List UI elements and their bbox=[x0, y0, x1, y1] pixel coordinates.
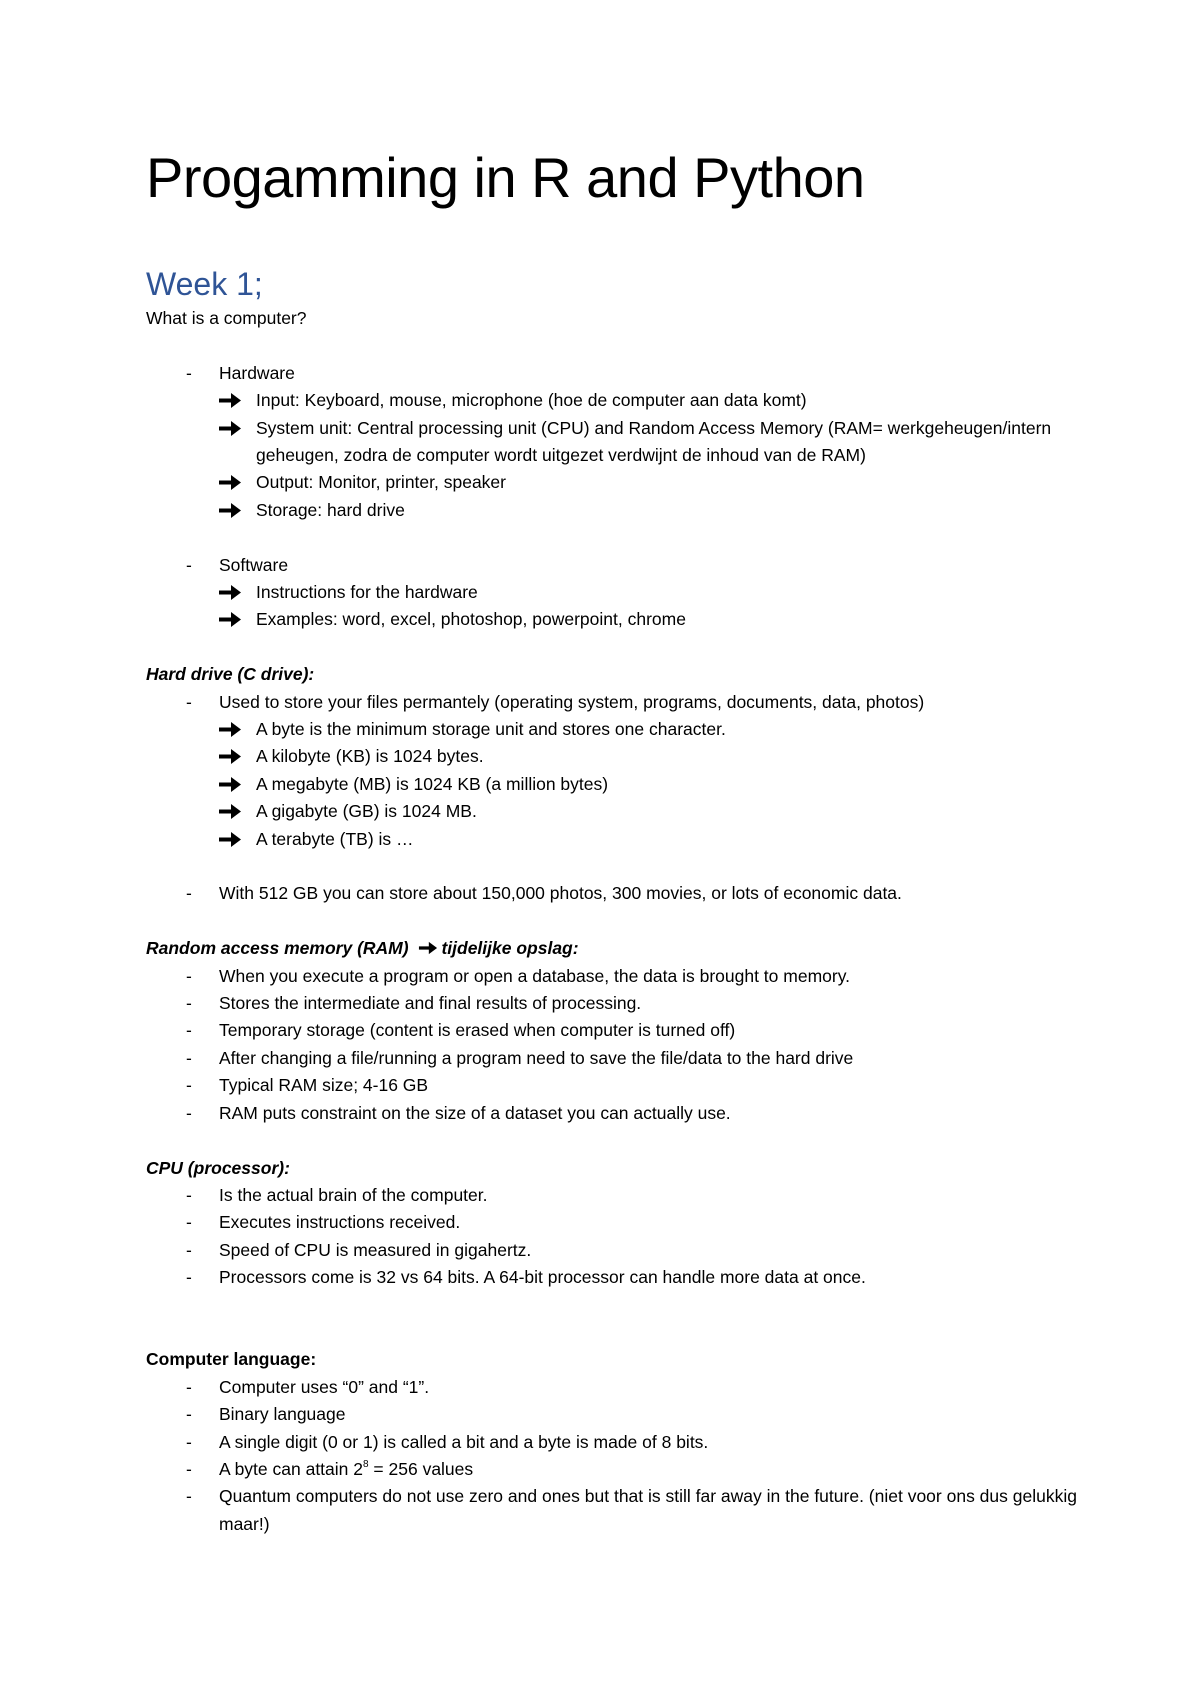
arrow-right-icon bbox=[218, 420, 244, 438]
dash-bullet: - bbox=[186, 1020, 192, 1041]
dash-bullet: - bbox=[186, 1239, 192, 1260]
intro-question: What is a computer? bbox=[146, 308, 307, 328]
dash-bullet: - bbox=[186, 1075, 192, 1096]
page-title: Progamming in R and Python bbox=[146, 146, 865, 209]
list-item: - Stores the intermediate and final results of processing. bbox=[146, 990, 1106, 1017]
dash-bullet: - bbox=[186, 362, 192, 383]
dash-bullet: - bbox=[186, 993, 192, 1014]
list-item: - Binary language bbox=[146, 1401, 1106, 1428]
dash-bullet: - bbox=[186, 1184, 192, 1205]
dash-bullet: - bbox=[186, 965, 192, 986]
arrow-right-icon bbox=[417, 936, 439, 950]
storage-unit-item: A megabyte (MB) is 1024 KB (a million bytes) bbox=[146, 771, 1106, 798]
arrow-right-icon bbox=[218, 502, 244, 520]
document-body bbox=[146, 305, 1106, 1538]
list-item: - Speed of CPU is measured in gigahertz. bbox=[146, 1237, 1106, 1264]
hardware-item: Output: Monitor, printer, speaker bbox=[146, 469, 1106, 496]
dash-bullet: - bbox=[186, 1212, 192, 1233]
list-item-software: - Software bbox=[146, 552, 1106, 579]
computer-language-heading: Computer language: bbox=[146, 1349, 317, 1370]
cpu-heading: CPU (processor): bbox=[146, 1157, 290, 1178]
list-item: - Used to store your files permantely (operating system, programs, documents, data, photos) bbox=[146, 689, 1106, 716]
exponent: 8 bbox=[363, 1458, 369, 1470]
list-item: - When you execute a program or open a database, the data is brought to memory. bbox=[146, 963, 1106, 990]
hard-drive-heading: Hard drive (C drive): bbox=[146, 664, 315, 685]
list-item: - Is the actual brain of the computer. bbox=[146, 1182, 1106, 1209]
dash-bullet: - bbox=[186, 1404, 192, 1425]
dash-bullet: - bbox=[186, 1047, 192, 1068]
list-item: - Computer uses “0” and “1”. bbox=[146, 1374, 1106, 1401]
list-item: - After changing a file/running a program need to save the file/data to the hard drive bbox=[146, 1045, 1106, 1072]
list-item: - Processors come is 32 vs 64 bits. A 64-bit processor can handle more data at once. bbox=[146, 1264, 1106, 1291]
list-item: - Quantum computers do not use zero and ones but that is still far away in the future. (niet voor ons dus gelukkig maar!) bbox=[146, 1483, 1106, 1538]
arrow-right-icon bbox=[218, 831, 244, 849]
software-item: Instructions for the hardware bbox=[146, 579, 1106, 606]
arrow-right-icon bbox=[218, 803, 244, 821]
list-item: - A single digit (0 or 1) is called a bit and a byte is made of 8 bits. bbox=[146, 1429, 1106, 1456]
arrow-right-icon bbox=[218, 748, 244, 766]
list-item-hardware: - Hardware bbox=[146, 360, 1106, 387]
dash-bullet: - bbox=[186, 1458, 192, 1479]
hardware-item: Storage: hard drive bbox=[146, 497, 1106, 524]
list-item: - Executes instructions received. bbox=[146, 1209, 1106, 1236]
dash-bullet: - bbox=[186, 691, 192, 712]
dash-bullet: - bbox=[186, 1431, 192, 1452]
dash-bullet: - bbox=[186, 1376, 192, 1397]
arrow-right-icon bbox=[218, 392, 244, 410]
dash-bullet: - bbox=[186, 1102, 192, 1123]
arrow-right-icon bbox=[218, 721, 244, 739]
hardware-item: System unit: Central processing unit (CPU) and Random Access Memory (RAM= werkgeheugen/intern geheugen, zodra de computer wordt uitgezet verdwijnt de inhoud van de RAM) bbox=[146, 415, 1106, 470]
dash-bullet: - bbox=[186, 554, 192, 575]
arrow-right-icon bbox=[218, 776, 244, 794]
list-item: - Temporary storage (content is erased when computer is turned off) bbox=[146, 1017, 1106, 1044]
ram-heading: Random access memory (RAM) tijdelijke opslag: bbox=[146, 938, 579, 959]
storage-unit-item: A byte is the minimum storage unit and stores one character. bbox=[146, 716, 1106, 743]
arrow-right-icon bbox=[218, 611, 244, 629]
storage-unit-item: A gigabyte (GB) is 1024 MB. bbox=[146, 798, 1106, 825]
arrow-right-icon bbox=[218, 474, 244, 492]
software-item: Examples: word, excel, photoshop, powerpoint, chrome bbox=[146, 606, 1106, 633]
storage-unit-item: A terabyte (TB) is … bbox=[146, 826, 1106, 853]
dash-bullet: - bbox=[186, 1486, 192, 1507]
storage-unit-item: A kilobyte (KB) is 1024 bytes. bbox=[146, 743, 1106, 770]
list-item: - With 512 GB you can store about 150,000 photos, 300 movies, or lots of economic data. bbox=[146, 880, 1106, 907]
list-item: - Typical RAM size; 4-16 GB bbox=[146, 1072, 1106, 1099]
dash-bullet: - bbox=[186, 883, 192, 904]
week-heading: Week 1; bbox=[146, 266, 263, 302]
arrow-right-icon bbox=[218, 584, 244, 602]
hardware-item: Input: Keyboard, mouse, microphone (hoe de computer aan data komt) bbox=[146, 387, 1106, 414]
dash-bullet: - bbox=[186, 1267, 192, 1288]
list-item: - RAM puts constraint on the size of a dataset you can actually use. bbox=[146, 1100, 1106, 1127]
list-item: - A byte can attain $2^8 = 256$ values bbox=[146, 1456, 1106, 1483]
